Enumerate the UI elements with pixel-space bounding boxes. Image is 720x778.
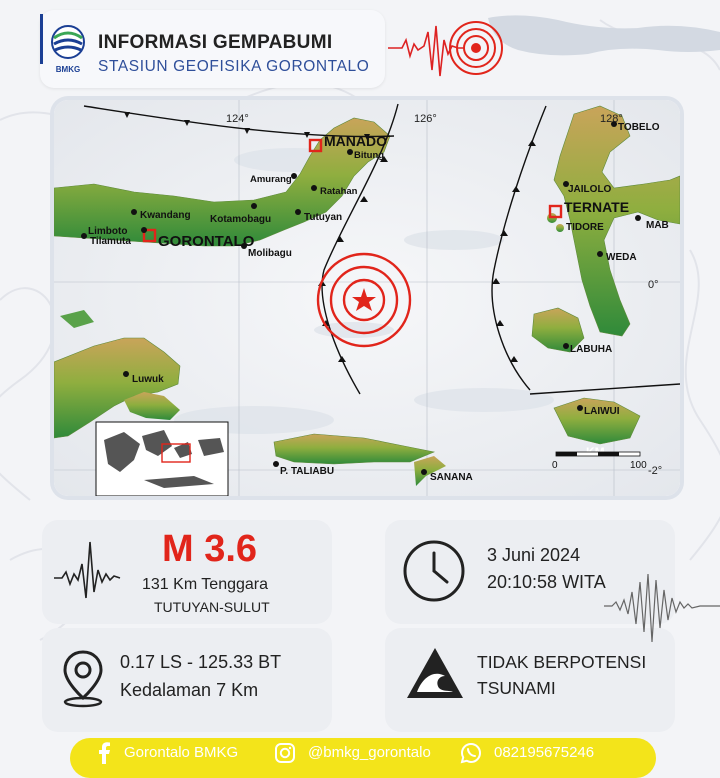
map-pin-icon	[60, 648, 106, 708]
label-labuha: LABUHA	[570, 344, 613, 355]
facebook-handle[interactable]: Gorontalo BMKG	[124, 744, 239, 761]
map-canvas	[54, 100, 680, 496]
scale-start: 0	[552, 460, 558, 471]
clock-icon	[401, 538, 467, 604]
label-amurang: Amurang	[250, 174, 292, 185]
region-name: TUTUYAN-SULUT	[154, 599, 270, 615]
label-weda: WEDA	[606, 252, 637, 263]
seismograph-decoration-icon	[388, 10, 720, 90]
page-subtitle: STASIUN GEOFISIKA GORONTALO	[98, 58, 370, 75]
magnitude-value: M 3.6	[162, 528, 258, 570]
magnitude-card	[42, 520, 332, 624]
instagram-handle[interactable]: @bmkg_gorontalo	[308, 744, 431, 761]
event-date: 3 Juni 2024	[487, 545, 581, 565]
grid-label-124: 124°	[226, 113, 249, 125]
instagram-icon[interactable]	[274, 742, 296, 764]
scale-end: 100	[630, 460, 647, 471]
epicenter-marker	[318, 254, 410, 346]
whatsapp-icon[interactable]	[460, 742, 482, 764]
label-taliabu: P. TALIABU	[280, 466, 335, 477]
label-mab: MAB	[646, 220, 669, 231]
logo-text: BMKG	[55, 65, 81, 74]
coordinates: 0.17 LS - 125.33 BT	[120, 652, 282, 672]
whatsapp-number[interactable]: 082195675246	[494, 744, 595, 761]
page-title: INFORMASI GEMPABUMI	[98, 32, 333, 53]
label-tobelo: TOBELO	[618, 122, 660, 133]
epicenter-map	[54, 100, 680, 496]
label-kotamobagu: Kotamobagu	[210, 214, 272, 225]
location-card	[42, 628, 332, 732]
label-kwandang: Kwandang	[140, 210, 191, 221]
inset-locator-map	[96, 422, 228, 496]
header-card	[40, 10, 385, 88]
grid-label-126: 126°	[414, 113, 437, 125]
location-description: 131 Km Tenggara	[142, 576, 269, 593]
grid-label-0: 0°	[648, 279, 659, 291]
label-jailolo: JAILOLO	[568, 184, 612, 195]
header-accent-bar	[40, 14, 43, 64]
label-tidore: TIDORE	[566, 222, 604, 233]
label-limboto: Limboto	[88, 226, 128, 237]
label-bitung: Bitung	[354, 150, 385, 161]
social-footer	[70, 738, 656, 778]
label-laiwui: LAIWUI	[584, 406, 620, 417]
bmkg-logo-icon	[50, 22, 86, 80]
grid-label-128: 128°	[600, 113, 623, 125]
label-luwuk: Luwuk	[132, 374, 164, 385]
label-ratahan: Ratahan	[320, 186, 358, 197]
seismogram-icon	[52, 534, 122, 604]
label-tutuyan: Tutuyan	[304, 212, 343, 223]
seismogram-decoration-icon	[604, 562, 720, 652]
tsunami-status-line2: TSUNAMI	[477, 678, 556, 698]
label-gorontalo: GORONTALO	[158, 233, 255, 250]
tsunami-warning-icon	[405, 646, 465, 702]
event-time: 20:10:58 WITA	[487, 572, 606, 592]
label-sanana: SANANA	[430, 472, 473, 483]
label-ternate: TERNATE	[564, 199, 630, 215]
label-manado: MANADO	[324, 133, 387, 149]
depth: Kedalaman 7 Km	[120, 680, 259, 700]
facebook-icon[interactable]	[94, 742, 114, 764]
label-tilamuta: Tilamuta	[90, 236, 131, 247]
grid-label-neg2: -2°	[648, 465, 663, 477]
label-molibagu: Molibagu	[248, 248, 292, 259]
tsunami-status-line1: TIDAK BERPOTENSI	[477, 652, 647, 672]
